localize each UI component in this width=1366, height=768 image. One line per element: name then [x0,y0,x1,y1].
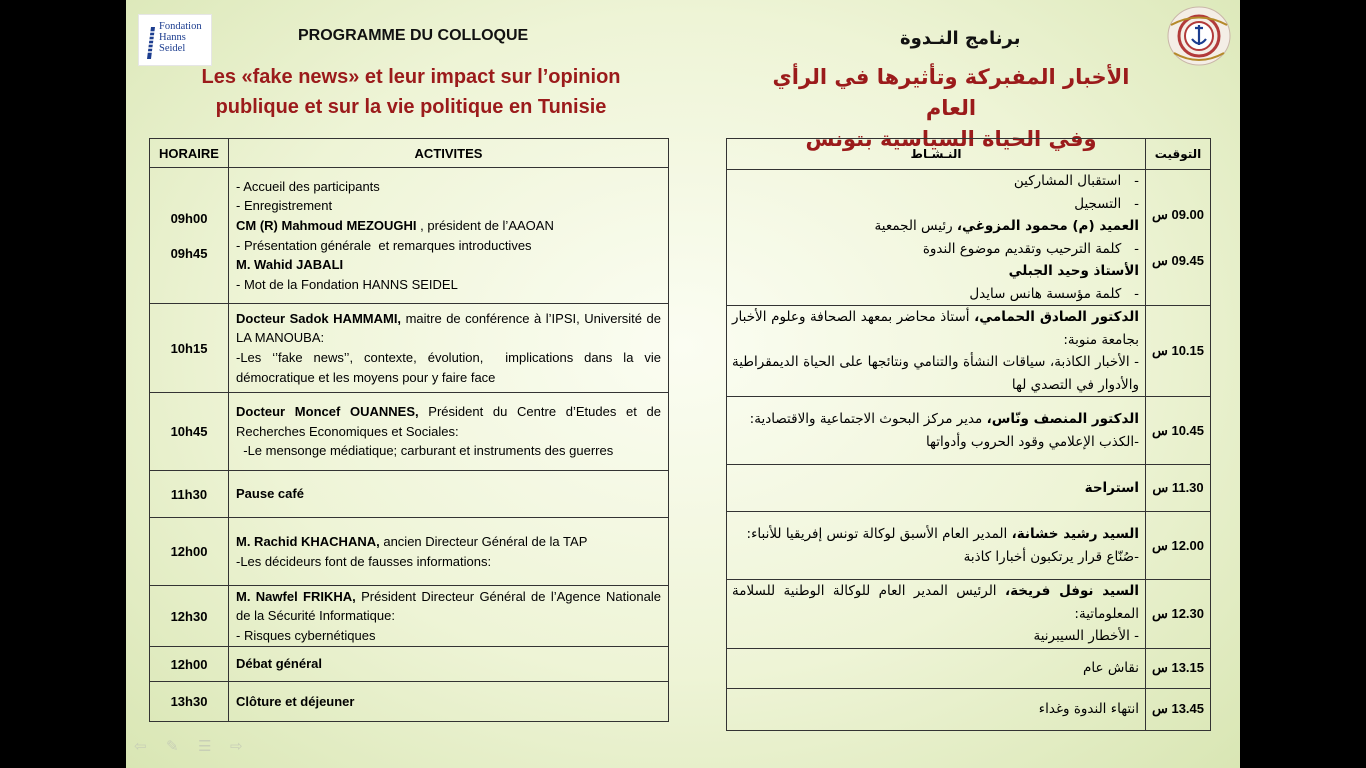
activity-line [732,408,1139,431]
time-cell [150,168,229,304]
time-cell [150,471,229,518]
speaker-name: M. Wahid JABALI [236,257,344,273]
time-cell [1146,306,1211,397]
activity-line [236,177,661,197]
time-label: 09h45 [170,245,208,261]
header-horaire: HORAIRE [150,139,229,168]
activity-line [732,523,1139,546]
schedule-row [150,682,669,722]
activity-line [236,275,661,295]
activity-cell [727,306,1146,397]
speaker-name: Docteur Sadok HAMMAMI, [236,310,402,326]
time-label: 09.00 س [1151,206,1205,222]
activity-text: - كلمة الترحيب وتقديم موضوع الندوة [922,240,1139,257]
time-label: 10h45 [170,424,208,439]
activity-text: - الأخطار السيبرنية [1033,628,1139,644]
activity-text: الرئيس المدير العام للوكالة الوطنية للسلامة المعلوماتية: [727,583,1139,622]
activity-line [236,309,665,348]
time-label: 12.00 س [1151,537,1205,553]
activity-cell [727,465,1146,512]
colloquium-title-fr: Les «fake news» et leur impact sur l’opinion publique et sur la vie politique en Tunisie [201,66,621,118]
activity-line [732,170,1139,193]
schedule-row [150,647,669,682]
activity-line [236,484,661,504]
schedule-row [727,397,1211,465]
time-label: 10.45 س [1151,422,1205,438]
activity-line [236,626,661,646]
activity-line [732,283,1139,306]
time-cell [1146,465,1211,512]
schedule-table-fr [149,138,669,722]
activity-line [236,402,665,441]
time-label: 13h30 [170,694,208,709]
activity-text: المدير العام الأسبق لوكالة تونس إفريقيا للأنباء: [746,526,1012,542]
activity-cell [727,170,1146,306]
activity-text: maitre de conférence à l’IPSI, Université de LA MANOUBA: [236,310,665,346]
logo-text: Fondation Hanns Seidel [159,21,202,54]
time-label: 13.45 س [1151,701,1205,716]
speaker-name: Docteur Moncef OUANNES, [236,404,419,420]
schedule-row [727,465,1211,512]
activity-line [732,238,1139,261]
time-cell [150,586,229,647]
activity-line [732,215,1139,238]
activity-line [236,196,661,216]
speaker-name: السيد نوفل فريخة، [1004,583,1140,599]
activity-line [236,552,661,572]
activity-text: ancien Directeur Général de la TAP [379,533,588,549]
time-label: 12h30 [170,608,208,624]
activity-cell [727,512,1146,580]
activity-line [732,698,1139,721]
activity-line [236,441,661,461]
speaker-name: العميد (م) محمود المزوغي، [956,218,1139,234]
colloquium-title-ar: الأخبار المفبركة وتأثيرها في الرأي العام وفي الحياة السياسية بتونس [772,65,1130,151]
activity-line [236,532,661,552]
activity-text: - Présentation générale et remarques introductives [236,237,532,253]
header-activites: ACTIVITES [229,139,669,168]
time-label: 09.45 س [1151,252,1205,268]
logo-bars-icon [145,27,157,59]
time-cell [1146,688,1211,730]
activity-text: رئيس الجمعية [874,218,957,234]
activity-cell [727,688,1146,730]
activity-cell [229,393,669,471]
slide [126,0,1240,768]
activity-line [732,193,1139,216]
time-cell [1146,397,1211,465]
forward-arrow-icon[interactable]: ⇨ [230,738,243,755]
activity-line [236,236,661,256]
hanns-seidel-logo [138,14,212,66]
time-label: 11.30 س [1152,480,1204,495]
time-label: 13.15 س [1151,660,1205,675]
activity-text: - Enregistrement [236,198,333,214]
activity-line [727,580,1140,625]
time-label: 11h30 [170,486,208,502]
header-activity-ar: النـشـاط [727,139,1146,170]
activity-line [236,587,665,626]
activity-line [732,546,1139,569]
activity-line [236,692,661,712]
activity-text: نقاش عام [1083,659,1139,676]
activity-text: -Le mensonge médiatique; carburant et instruments des guerres [236,443,614,459]
activity-line [236,255,661,275]
speaker-name: Pause café [236,486,304,502]
activity-text: انتهاء الندوة وغداء [1038,700,1139,717]
activity-line [732,477,1139,500]
slideshow-nav [134,738,262,756]
activity-text: - الأخبار الكاذبة، سياقات النشأة والتنامي ونتائجها على الحياة الديمقراطية والأدوار في التصدي لها [727,354,1139,393]
schedule-row [150,586,669,647]
activity-line [727,306,1139,351]
schedule-row [727,170,1211,306]
speaker-name: Clôture et déjeuner [236,693,355,709]
speaker-name: الدكتور الصادق الحمامي، [974,309,1139,325]
activity-text: - التسجيل [1074,195,1139,212]
schedule-row [727,306,1211,397]
activity-cell [727,580,1146,649]
time-label: 10h15 [170,340,208,356]
time-cell [150,518,229,586]
schedule-table-ar [726,138,1211,731]
activity-text: -صُنّاع قرار يرتكبون أخبارا كاذبة [963,548,1139,565]
time-cell [1146,580,1211,649]
time-label: 09h00 [170,210,208,226]
activity-text: Président du Centre d’Etudes et de Recherches Economiques et Sociales: [236,404,665,439]
activity-text: - كلمة مؤسسة هانس سايدل [969,285,1139,302]
time-cell [150,304,229,393]
speaker-name: CM (R) Mahmoud MEZOUGHI [236,217,417,233]
time-label: 12h00 [170,656,208,672]
speaker-name: Débat général [236,656,322,672]
time-cell [150,393,229,471]
schedule-row [727,580,1211,649]
activity-cell [229,586,669,647]
activity-text: -Les décideurs font de fausses informations: [236,553,492,569]
activity-line [732,625,1139,648]
activity-text: , président de l’AAOAN [416,217,554,233]
activity-line [727,351,1139,396]
speaker-name: M. Nawfel FRIKHA, [236,588,356,604]
speaker-name: استراحة [1084,479,1139,496]
schedule-row [727,648,1211,688]
activity-text: مدير مركز البحوث الاجتماعية والاقتصادية: [749,411,987,427]
activity-text: أستاذ محاضر بمعهد الصحافة وعلوم الأخبار بجامعة منوبة: [727,309,1139,348]
schedule-row [150,168,669,304]
time-cell [150,682,229,722]
activity-line [732,657,1139,680]
back-arrow-icon[interactable]: ⇦ [134,738,147,755]
schedule-row [150,393,669,471]
activity-text: -الكذب الإعلامي وقود الحروب وأدواتها [925,433,1139,450]
time-label: 12h00 [170,544,208,559]
schedule-row [150,471,669,518]
association-seal-logo [1166,5,1232,67]
activity-line [236,348,665,387]
schedule-row [150,304,669,393]
activity-cell [229,168,669,304]
activity-text: -Les ‘’fake news’’, contexte, évolution, implications dans la vie démocratique et les moyens pour y faire face [236,350,665,385]
activity-cell [727,648,1146,688]
programme-heading-ar: برنامج النـدوة [900,28,1021,49]
activity-line [732,431,1139,454]
activity-text: - Mot de la Fondation HANNS SEIDEL [236,276,458,292]
menu-icon[interactable]: ☰ [198,738,212,755]
activity-cell [727,397,1146,465]
header-time-ar: التوقيت [1146,139,1211,170]
speaker-name: السيد رشيد خشانة، [1011,526,1139,542]
activity-cell [229,471,669,518]
activity-cell [229,304,669,393]
pen-icon[interactable]: ✎ [166,738,179,755]
activity-line [732,260,1139,283]
schedule-row [150,518,669,586]
time-label: 10.15 س [1151,343,1205,358]
speaker-name: الدكتور المنصف ونّاس، [986,411,1139,427]
time-cell [1146,170,1211,306]
schedule-row [727,688,1211,730]
programme-heading-fr: PROGRAMME DU COLLOQUE [298,27,529,44]
time-label: 12.30 س [1151,605,1205,621]
time-cell [1146,512,1211,580]
activity-cell [229,518,669,586]
activity-line [236,216,661,236]
speaker-name: الأستاذ وحيد الجبلي [1008,263,1139,279]
speaker-name: M. Rachid KHACHANA, [236,533,380,549]
schedule-row [727,512,1211,580]
activity-cell [229,647,669,682]
activity-cell [229,682,669,722]
activity-text: Président Directeur Général de l’Agence Nationale de la Sécurité Informatique: [236,588,665,624]
time-cell [150,647,229,682]
activity-line [236,654,661,674]
activity-text: - Risques cybernétiques [236,627,376,643]
activity-text: - استقبال المشاركين [1013,173,1139,189]
time-cell [1146,648,1211,688]
activity-text: - Accueil des participants [236,178,380,194]
